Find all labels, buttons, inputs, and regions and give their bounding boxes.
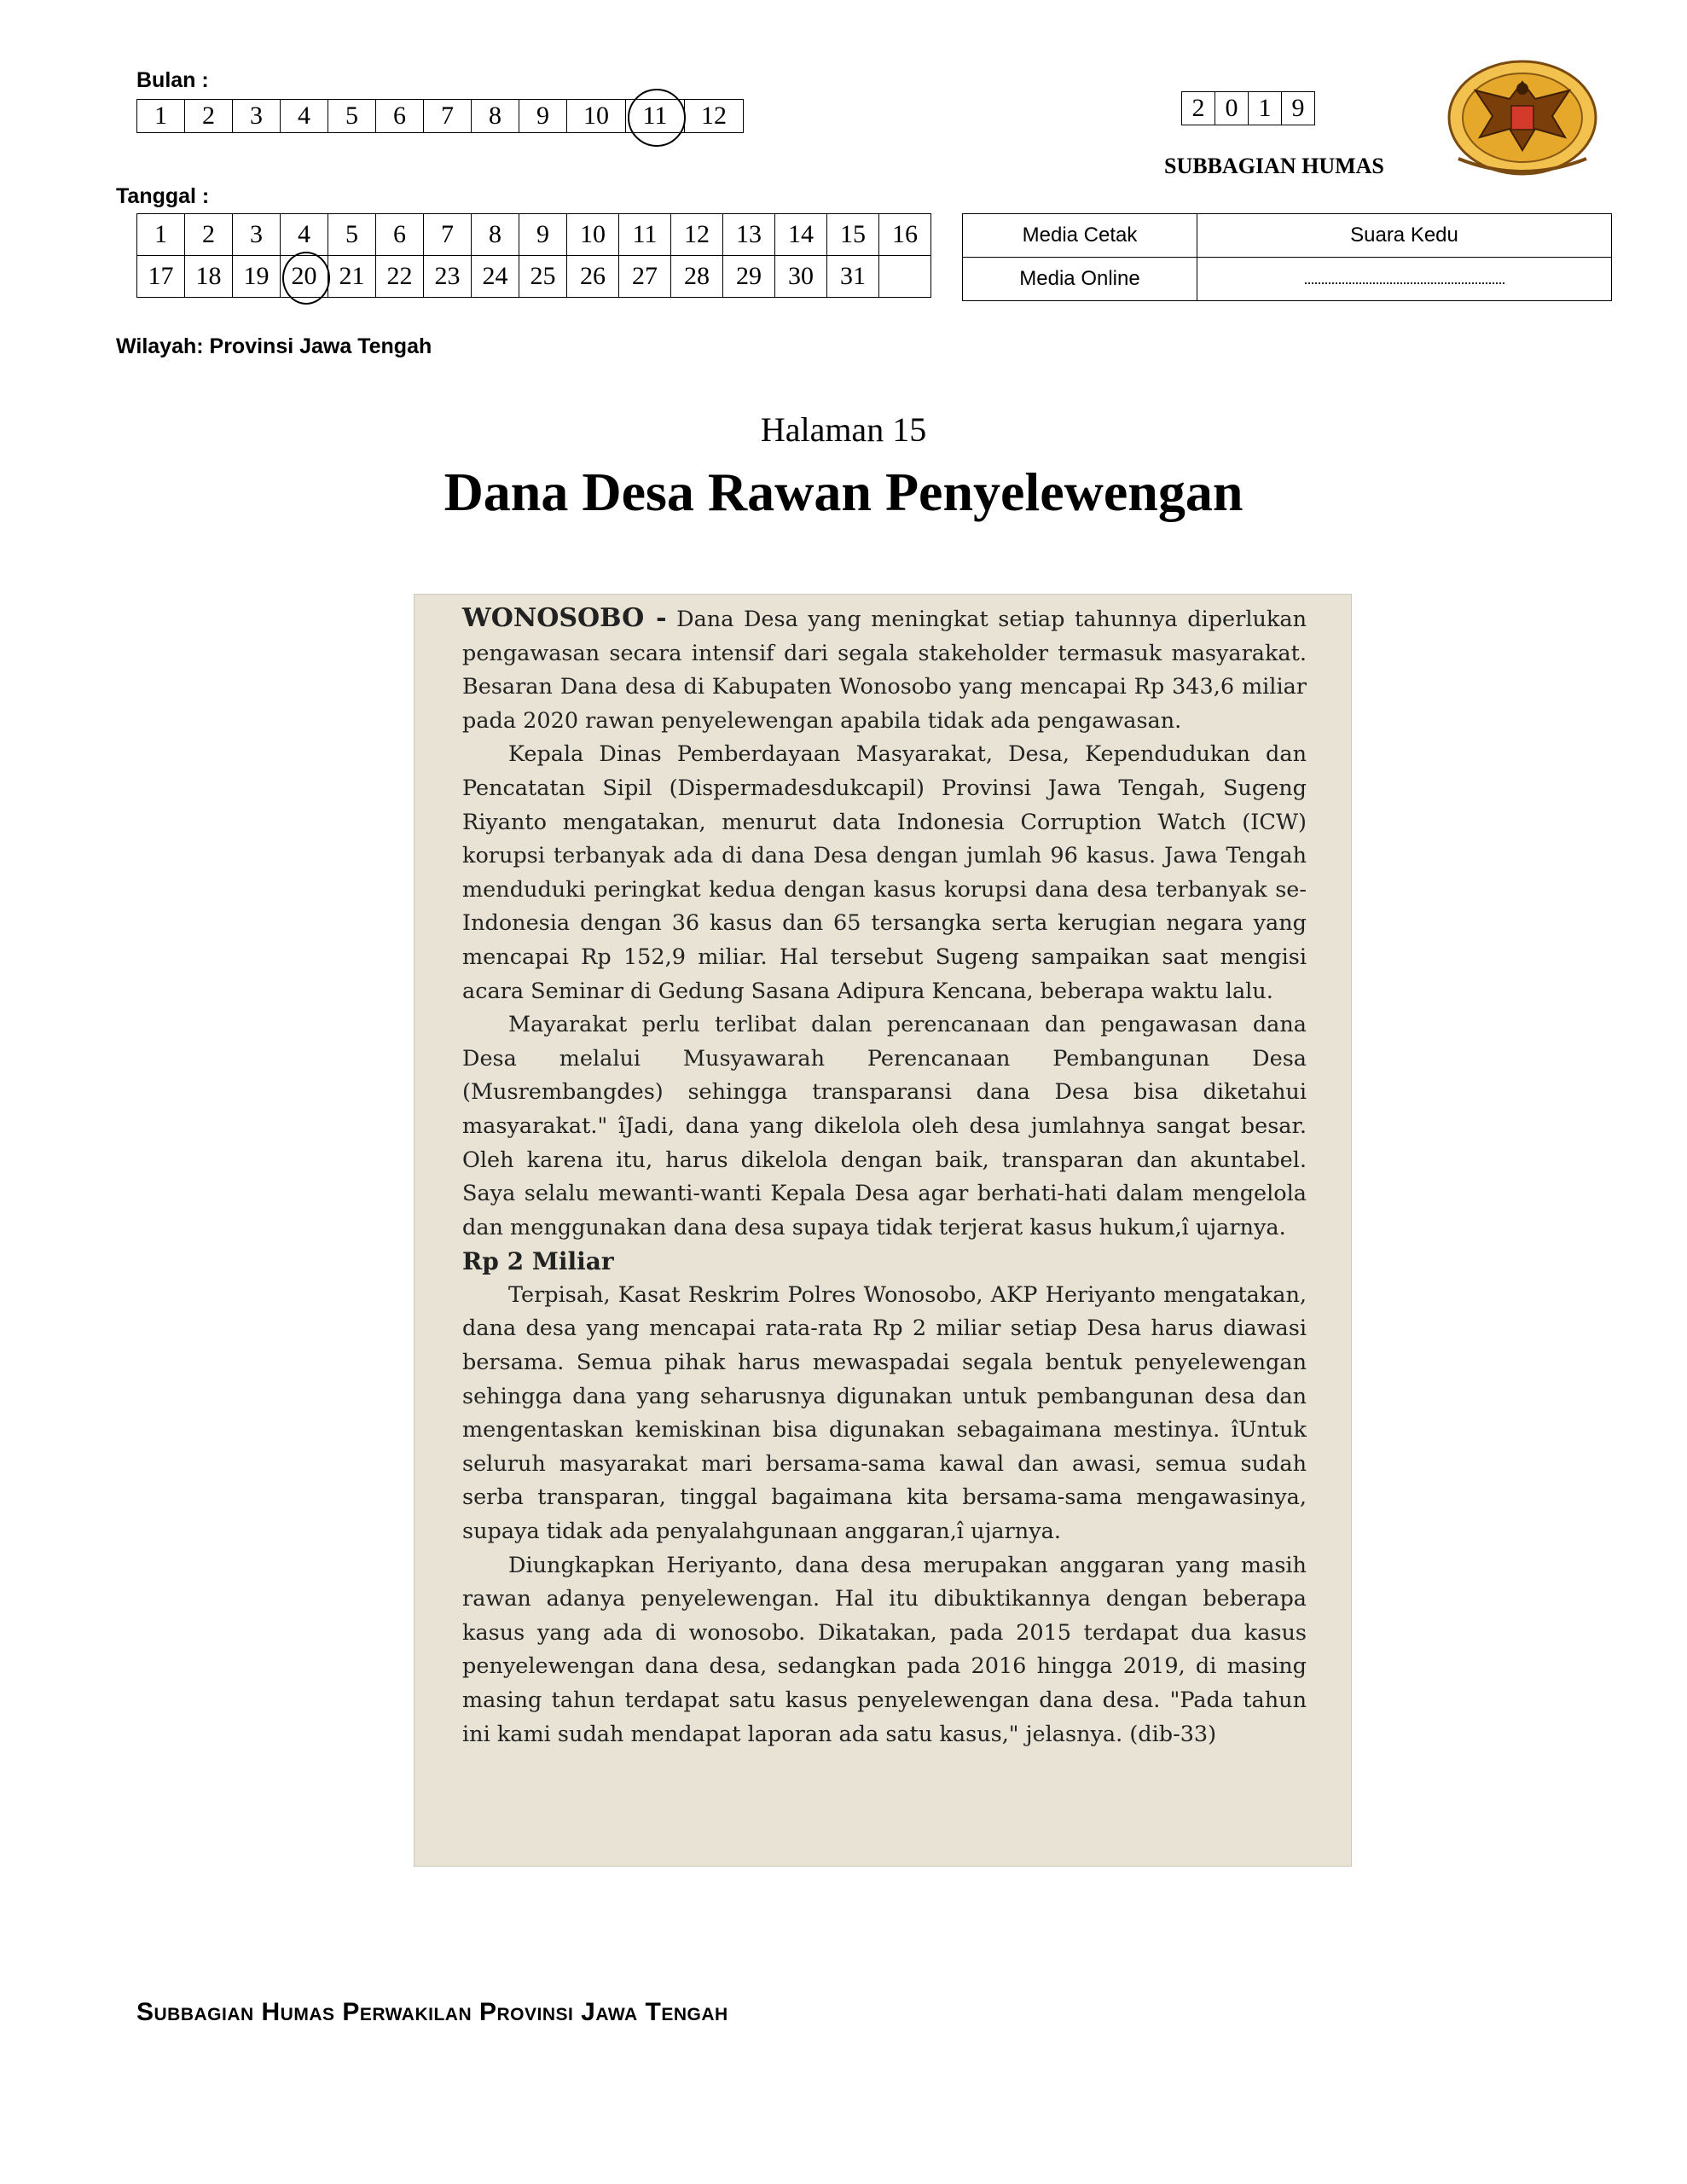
year-digit-cell: 1: [1249, 92, 1282, 125]
page-label: Halaman 15: [760, 410, 927, 449]
month-cell: 3: [233, 100, 281, 133]
date-cell: 8: [472, 214, 519, 256]
date-cell: 23: [424, 256, 472, 298]
date-cell: 27: [619, 256, 671, 298]
date-cell: 31: [827, 256, 879, 298]
date-cell: 12: [671, 214, 723, 256]
subbagian-humas: SUBBAGIAN HUMAS: [1164, 154, 1384, 178]
date-cell: 25: [519, 256, 567, 298]
year-digit-cell: 9: [1282, 92, 1315, 125]
article-paragraph: Terpisah, Kasat Reskrim Polres Wonosobo, AKP Heriyanto mengatakan, dana desa yang mencapai rata-rata Rp 2 miliar setiap Desa harus diawasi bersama. Semua pihak harus mewaspadai segala bentuk penyelewengan sehingga dana yang seharusnya digunakan untuk pembangunan desa dan mengentaskan kemiskinan bisa digunakan sebagaimana mestinya. îUntuk seluruh masyarakat mari bersama-sama kawal dan awasi, semua sudah serba transparan, tinggal bagaimana kita bersama-sama mengawasinya, supaya tidak ada penyalahgunaan anggaran,î ujarnya.: [462, 1281, 1307, 1545]
month-grid: [136, 99, 744, 133]
date-cell: 10: [567, 214, 619, 256]
date-cell: 15: [827, 214, 879, 256]
date-cell: 9: [519, 214, 567, 256]
wilayah-label: Wilayah: Provinsi Jawa Tengah: [116, 334, 432, 358]
year-digit-cell: 2: [1182, 92, 1215, 125]
subheading: Rp 2 Miliar: [462, 1247, 614, 1276]
month-cell: 7: [424, 100, 472, 133]
date-cell: 13: [723, 214, 775, 256]
tanggal-label: Tanggal :: [116, 184, 210, 208]
year-grid: [1181, 91, 1315, 125]
month-cell: 1: [137, 100, 185, 133]
month-cell: 2: [185, 100, 233, 133]
dateline: WONOSOBO -: [462, 603, 667, 633]
month-cell: 6: [376, 100, 424, 133]
date-cell: 7: [424, 214, 472, 256]
date-cell: 24: [472, 256, 519, 298]
date-cell: 20: [281, 256, 328, 298]
article-paragraph: Kepala Dinas Pemberdayaan Masyarakat, Desa, Kependudukan dan Pencatatan Sipil (Dispermadesdukcapil) Provinsi Jawa Tengah, Sugeng Riyanto mengatakan, menurut data Indonesia Corruption Watch (ICW) korupsi terbanyak ada di dana Desa dengan jumlah 96 kasus. Jawa Tengah menduduki peringkat kedua dengan kasus korupsi dana desa terbanyak se-Indonesia dengan 36 kasus dan 65 tersangka serta kerugian negara yang mencapai Rp 152,9 miliar. Hal tersebut Sugeng sampaikan saat mengisi acara Seminar di Gedung Sasana Adipura Kencana, beberapa waktu lalu.: [462, 741, 1307, 1004]
date-cell: 26: [567, 256, 619, 298]
date-cell: [879, 256, 931, 298]
article-paragraph: Mayarakat perlu terlibat dalan perencanaan dan pengawasan dana Desa melalui Musyawarah Perencanaan Pembangunan Desa (Musrembangdes) sehingga transparansi dana Desa bisa diketahui masyarakat." îJadi, dana yang dikelola oleh desa jumlahnya sangat besar. Oleh karena itu, harus dikelola dengan baik, transparan dan akuntabel. Saya selalu mewanti-wanti Kepala Desa agar berhati-hati dalam mengelola dan menggunakan dana desa supaya tidak terjerat kasus hukum,î ujarnya.: [462, 1012, 1307, 1240]
newspaper-clipping: [414, 594, 1352, 1867]
date-cell: 3: [233, 214, 281, 256]
date-cell: 6: [376, 214, 424, 256]
media-table: [962, 213, 1612, 301]
headline: Dana Desa Rawan Penyelewengan: [443, 462, 1244, 522]
paragraph-text: Dana Desa yang meningkat setiap tahunnya diperlukan pengawasan secara intensif dari segala stakeholder termasuk masyarakat. Besaran Dana desa di Kabupaten Wonosobo yang mencapai Rp 343,6 miliar pada 2020 rawan penyelewengan apabila tidak ada pengawasan.: [462, 607, 1307, 734]
month-cell: 12: [685, 100, 744, 133]
media-cetak-value: Suara Kedu: [1197, 214, 1612, 258]
month-cell: 8: [472, 100, 519, 133]
month-cell: 9: [519, 100, 567, 133]
date-cell: 30: [775, 256, 827, 298]
media-cetak-label: Media Cetak: [963, 214, 1197, 258]
date-cell: 14: [775, 214, 827, 256]
date-cell: 21: [328, 256, 376, 298]
footer: Subbagian Humas Perwakilan Provinsi Jawa Tengah: [136, 1998, 728, 2026]
month-cell: 5: [328, 100, 376, 133]
article-paragraph: [462, 601, 1307, 738]
garuda-emblem-icon: [1441, 56, 1603, 184]
date-cell: 11: [619, 214, 671, 256]
date-cell: 16: [879, 214, 931, 256]
date-cell: 4: [281, 214, 328, 256]
bulan-label: Bulan :: [136, 68, 209, 92]
media-online-value: ...........................................................: [1197, 258, 1612, 301]
date-cell: 17: [137, 256, 185, 298]
year-digit-cell: 0: [1215, 92, 1249, 125]
date-cell: 29: [723, 256, 775, 298]
month-cell: 4: [281, 100, 328, 133]
month-cell: 10: [567, 100, 626, 133]
date-cell: 18: [185, 256, 233, 298]
date-cell: 22: [376, 256, 424, 298]
date-cell: 5: [328, 214, 376, 256]
date-grid: [136, 213, 931, 298]
date-cell: 19: [233, 256, 281, 298]
date-cell: 1: [137, 214, 185, 256]
month-cell: 11: [626, 100, 685, 133]
article-paragraph: Diungkapkan Heriyanto, dana desa merupakan anggaran yang masih rawan adanya penyelewengan. Hal itu dibuktikannya dengan beberapa kasus yang ada di wonosobo. Dikatakan, pada 2015 terdapat dua kasus penyelewengan dana desa, sedangkan pada 2016 hingga 2019, di masing masing tahun terdapat satu kasus penyelewengan dana desa. "Pada tahun ini kami sudah mendapat laporan ada satu kasus," jelasnya. (dib-33): [462, 1552, 1307, 1747]
date-cell: 2: [185, 214, 233, 256]
media-online-label: Media Online: [963, 258, 1197, 301]
date-cell: 28: [671, 256, 723, 298]
